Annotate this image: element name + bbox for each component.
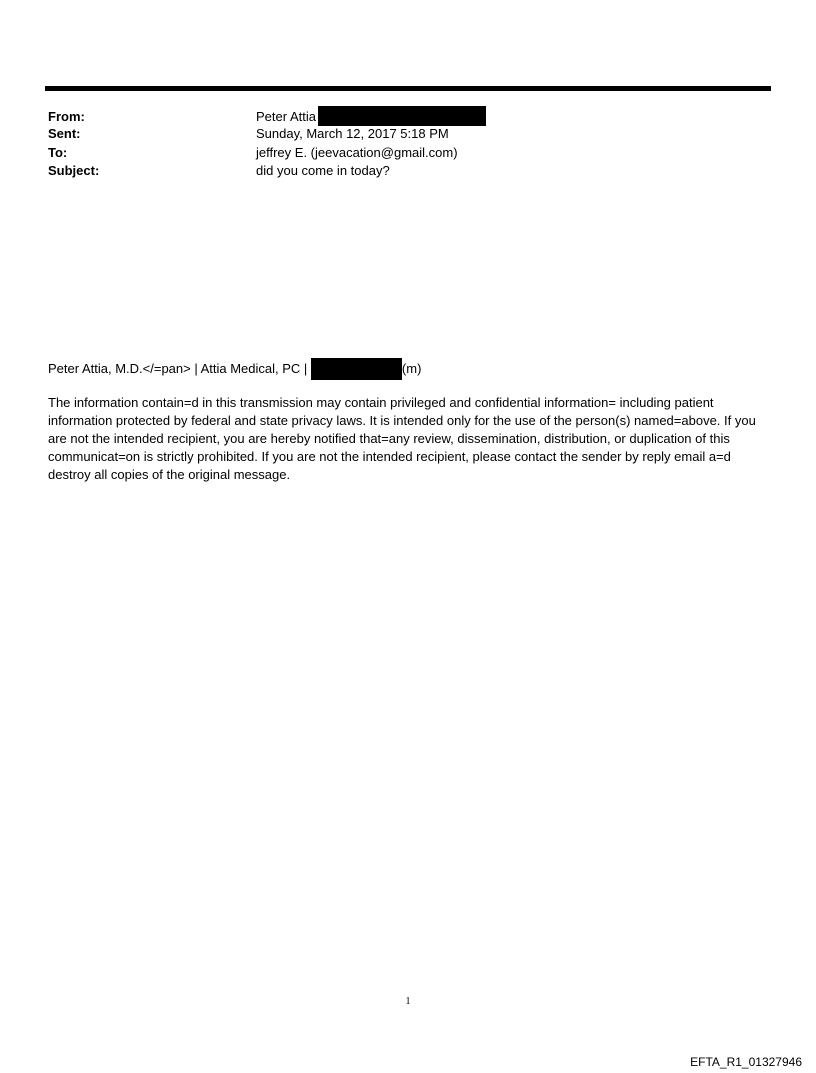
sent-value: Sunday, March 12, 2017 5:18 PM: [256, 126, 449, 141]
sent-row: [48, 125, 768, 143]
sender-name: Peter Attia: [256, 109, 316, 124]
signature-text: Peter Attia, M.D.</=pan> | Attia Medical, PC |: [48, 361, 311, 376]
email-signature: [48, 360, 768, 382]
header-divider: [45, 86, 771, 91]
sent-label: Sent:: [48, 126, 81, 141]
subject-row: [48, 162, 768, 180]
from-row: [48, 108, 768, 126]
confidentiality-disclaimer: The information contain=d in this transmission may contain privileged and confidential information= including patient information protected by federal and state privacy laws. It is intended only for the use of the person(s) named=above. If you are not the intended recipient, you are hereby notified that=any review, dissemination, distribution, or duplication of this communicat=on is strictly prohibited. If you are not the intended recipient, please contact the sender by reply email a=d destroy all copies of the original message.: [48, 395, 756, 482]
subject-label: Subject:: [48, 163, 100, 178]
to-value: jeffrey E. (jeevacation@gmail.com): [256, 145, 458, 160]
signature-phone-suffix: (m): [401, 361, 422, 376]
page-number: 1: [405, 996, 411, 1007]
redaction-block: [318, 106, 486, 126]
to-row: [48, 144, 768, 162]
document-id: EFTA_R1_01327946: [690, 1055, 802, 1069]
to-label: To:: [48, 145, 68, 160]
from-label: From:: [48, 109, 85, 124]
subject-value: did you come in today?: [256, 163, 390, 178]
redaction-block: [311, 358, 402, 380]
